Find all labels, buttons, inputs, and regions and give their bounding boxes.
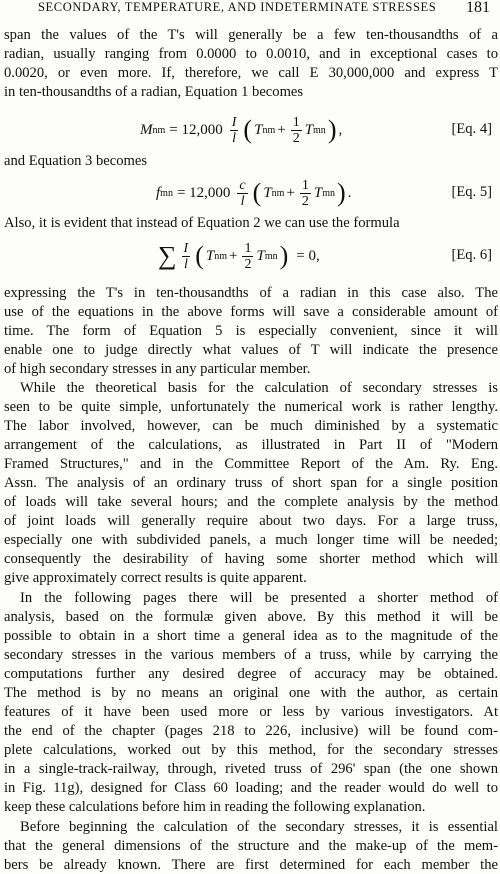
text-line: plete calculations, worked out by this method, for the secondary stresses [4,742,498,758]
text-line: arrangement of the calculations, as illustrated in Part II of "Modern [4,437,498,453]
text-line: seen to be quite simple, unfortunately the numerical work is rather lengthy. [4,399,498,415]
text-line: While the theoretical basis for the calculation of secondary stresses is [20,380,498,396]
text-line: features of it have been used more or less by various investigators. At [4,704,498,720]
text-line: in ten-thousandths of a radian, Equation 1 becomes [4,84,304,100]
text-line: Framed Structures," and in the Committee Report of the Am. Ry. Eng. [4,456,498,472]
text-line: span the values of the T's will generally be a few ten-thousandths of a [4,27,498,43]
text-line: the end of the chapter (pages 218 to 226, inclusive) will be found com- [4,723,498,739]
running-title: SECONDARY, TEMPERATURE, AND INDETERMINATE STRESSES [38,0,437,14]
text-line: secondary stresses in the various members of a truss, while by carrying the [4,647,498,663]
text-line: 0.0020, or even more. If, therefore, we call E 30,000,000 and express T [4,65,498,81]
text-line: enable one to judge directly what values of T will indicate the presence [4,342,498,358]
text-line: In the following pages there will be presented a shorter method of [20,590,498,606]
text-line: of joint loads will generally require about two days. For a large truss, [4,513,498,529]
equation-tag: [Eq. 4] [451,121,492,137]
text-line: of high secondary stresses in any particular member. [4,361,311,377]
text-line: use of the equations in the above forms will save a considerable amount of [4,304,498,320]
text-line: expressing the T's in ten-thousandths of a radian in this case also. The [4,285,498,301]
text-line: The labor involved, however, can be much diminished by a systematic [4,418,498,434]
text-line: Also, it is evident that instead of Equation 2 we can use the formula [4,215,400,231]
text-line: that the general dimensions of the structure and the make-up of the mem- [4,838,498,854]
text-line: possible to obtain in a short time a general idea as to the magnitude of the [4,628,498,644]
text-line: Before beginning the calculation of the secondary stresses, it is essential [20,819,498,835]
text-line: in a single-track-railway, through, riveted truss of 296' span (the one shown [4,761,498,777]
equation-4: M nm = 12,000 $\frac{I}{l}$ ( T nm + $\frac{1}{2}$ T mn ) , [Eq. 4] [140,114,492,146]
text-line: consequently the desirability of having some shorter method which will [4,551,498,567]
equation-5: f mn = 12,000 $\frac{c}{l}$ ( T nm + $\frac{1}{2}$ T mn ) . [Eq. 5] [156,177,492,209]
text-line: computations further any desired degree of accuracy may be obtained. [4,666,498,682]
text-line: and Equation 3 becomes [4,153,148,169]
text-line: radian, usually ranging from 0.0000 to 0.0010, and in exceptional cases to [4,46,498,62]
text-line: Assn. The analysis of an ordinary truss of short span for a single position [4,475,498,491]
equation-tag: [Eq. 6] [451,247,492,263]
text-line: of loads will take several hours; and the complete analysis by the method [4,494,498,510]
equation-6: ∑ $\frac{I}{l}$ ( T nm + $\frac{1}{2}$ T mn ) = 0, [Eq. 6] [158,240,492,272]
text-line: The method is by no means an original one with the author, as certain [4,685,498,701]
page-number: 181 [466,0,490,16]
text-line: keep these calculations before him in reading the following explanation. [4,799,426,815]
text-line: in Fig. 11g), designed for Class 60 loading; and the reader would do well to [4,780,498,796]
text-line: time. The form of Equation 5 is especially convenient, since it will [4,323,498,339]
running-header [0,0,490,22]
text-line: especially one with subdivided panels, a much longer time will be needed; [4,532,498,548]
text-line: give approximately correct results is quite apparent. [4,570,307,586]
equation-tag: [Eq. 5] [451,184,492,200]
text-line: bers be already known. There are first determined for each member the [4,857,498,873]
text-line: analysis, based on the formulæ given above. By this method it will be [4,609,498,625]
